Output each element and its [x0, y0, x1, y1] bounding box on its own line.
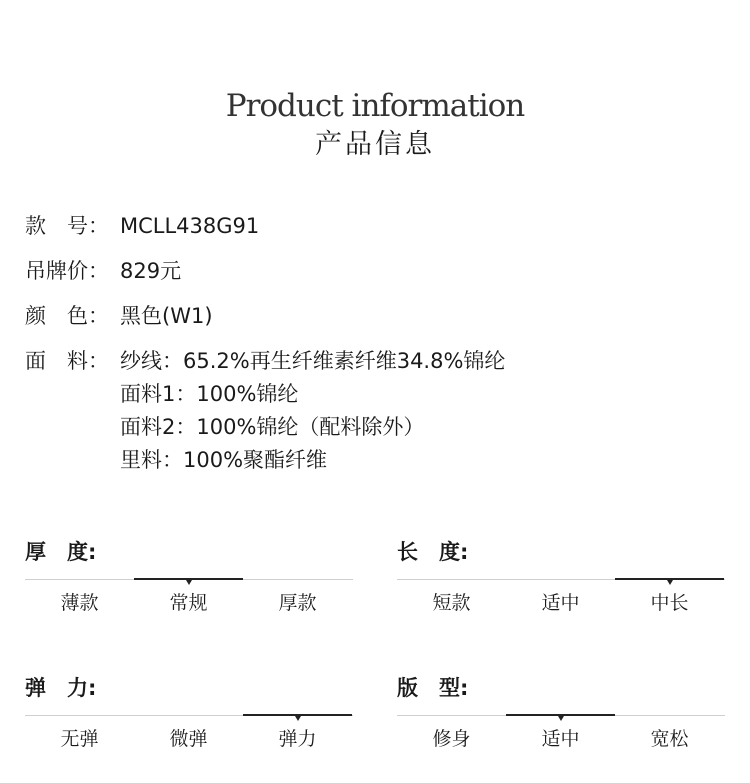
indicator-arrow-icon	[558, 716, 564, 721]
indicator-arrow-icon	[186, 580, 192, 585]
info-value: 纱线：65.2%再生纤维素纤维34.8%锦纶	[120, 349, 506, 373]
elasticity-label: 弹 力:	[25, 676, 97, 700]
info-row-style-number	[25, 211, 259, 241]
product-title-cn: 产品信息	[315, 129, 435, 160]
scale-option: 常规	[169, 592, 208, 614]
info-value: MCLL438G91	[120, 214, 260, 238]
info-label: 颜 色：	[25, 304, 109, 328]
scale-option: 薄款	[60, 592, 99, 614]
info-row-fabric	[25, 346, 505, 376]
elasticity-scale	[25, 673, 353, 783]
fit-scale	[397, 673, 725, 783]
thickness-label: 厚 度:	[25, 540, 97, 564]
scale-option: 厚款	[278, 592, 317, 614]
info-row-color	[25, 301, 213, 331]
info-label: 吊牌价：	[25, 259, 109, 283]
indicator-arrow-icon	[667, 580, 673, 585]
info-label: 款 号：	[25, 214, 109, 238]
info-value: 黑色(W1)	[120, 304, 213, 328]
fabric-detail-1: 面料1：100%锦纶	[120, 382, 299, 406]
scale-option: 短款	[432, 592, 471, 614]
fabric-detail-2: 面料2：100%锦纶（配料除外）	[120, 415, 425, 439]
scale-option: 修身	[432, 728, 471, 750]
scale-option: 宽松	[650, 728, 689, 750]
scale-option: 适中	[541, 592, 580, 614]
info-label: 面 料：	[25, 349, 109, 373]
scale-option: 无弹	[60, 728, 99, 750]
thickness-scale	[25, 537, 353, 647]
scale-option: 中长	[650, 592, 689, 614]
product-title-en: Product information	[225, 88, 525, 124]
length-scale	[397, 537, 725, 647]
scale-option: 弹力	[278, 728, 317, 750]
scale-option: 适中	[541, 728, 580, 750]
scale-option: 微弹	[169, 728, 208, 750]
info-row-tag-price	[25, 256, 181, 286]
length-label: 长 度:	[397, 540, 469, 564]
fabric-detail-lining: 里料：100%聚酯纤维	[120, 448, 328, 472]
indicator-arrow-icon	[295, 716, 301, 721]
info-value: 829元	[120, 259, 182, 283]
fit-label: 版 型:	[397, 676, 469, 700]
